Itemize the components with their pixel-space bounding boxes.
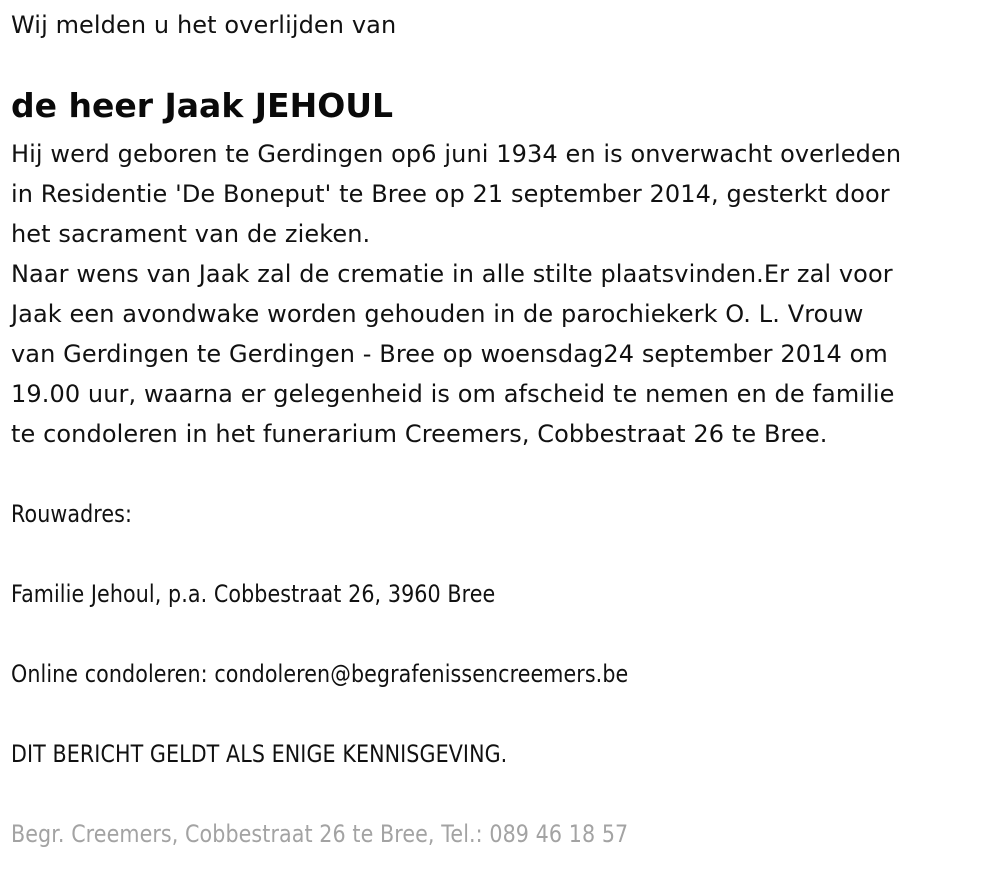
intro-text: Wij melden u het overlijden van [11,11,397,39]
spacer [11,454,901,494]
notice-body [11,134,901,854]
body-line: Naar wens van Jaak zal de crematie in alle stilte plaatsvinden.Er zal voor [11,260,893,288]
body-line: Hij werd geboren te Gerdingen op6 juni 1934 en is onverwacht overleden [11,140,902,168]
spacer [11,534,901,574]
body-line: in Residentie 'De Boneput' te Bree op 21 september 2014, gesterkt door [11,180,890,208]
rouwadres-address: Familie Jehoul, p.a. Cobbestraat 26, 3960 Bree [11,580,496,608]
body-line: het sacrament van de zieken. [11,220,371,248]
spacer [11,614,901,654]
rouwadres-label: Rouwadres: [11,500,133,528]
deceased-name-heading: de heer Jaak JEHOUL [11,86,394,125]
funeral-home-footer: Begr. Creemers, Cobbestraat 26 te Bree, Tel.: 089 46 18 57 [11,820,629,848]
condolence-email-link[interactable]: condoleren@begrafenissencreemers.be [214,660,629,688]
footer-row [11,814,901,854]
body-line: van Gerdingen te Gerdingen - Bree op woensdag24 september 2014 om [11,340,888,368]
online-condoleren-label: Online condoleren: [11,660,215,688]
body-line: 19.00 uur, waarna er gelegenheid is om afscheid te nemen en de familie [11,380,895,408]
online-condoleren-row [11,654,901,694]
disclaimer-row [11,734,901,774]
disclaimer-text: DIT BERICHT GELDT ALS ENIGE KENNISGEVING. [11,740,508,768]
rouwadres-label-row [11,494,901,534]
spacer [11,774,901,814]
online-condoleren [11,654,628,694]
body-line: te condoleren in het funerarium Creemers, Cobbestraat 26 te Bree. [11,420,828,448]
rouwadres-row [11,574,901,614]
body-line: Jaak een avondwake worden gehouden in de parochiekerk O. L. Vrouw [11,300,864,328]
spacer [11,694,901,734]
